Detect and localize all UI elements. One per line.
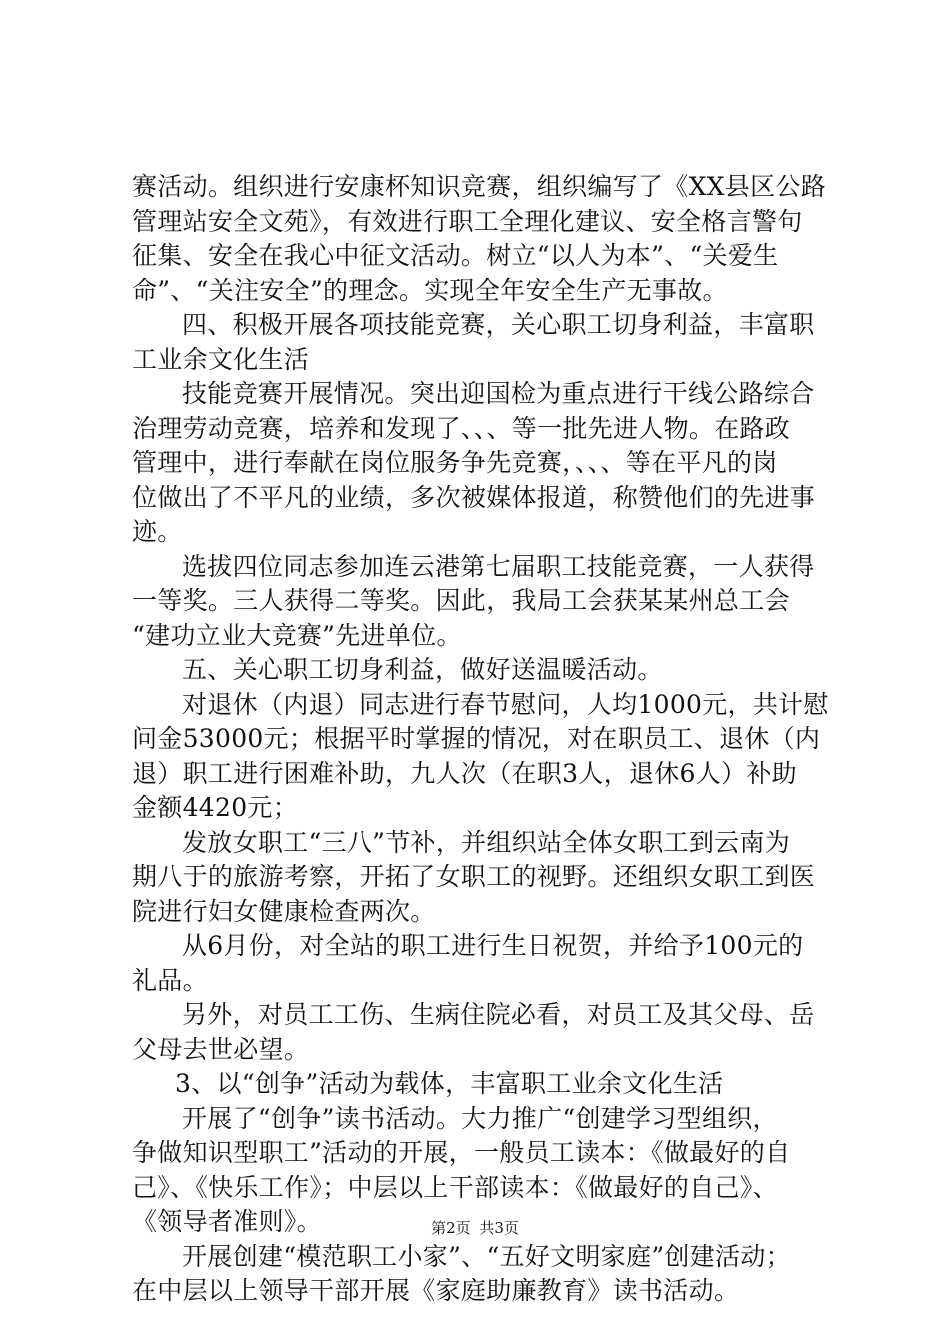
text-line: 命”、“关注安全”的理念。实现全年安全生产无事故。 [132,275,728,305]
text-line: 迹。 [132,517,183,546]
text-line: 征集、安全在我心中征文活动。树立“以人为本”、“关爱生 [132,241,779,270]
text-line: 一等奖。三人获得二等奖。因此，我局工会获某某州总工会 [132,586,790,615]
document-body [132,170,832,1309]
text-line: 院进行妇女健康检查两次。 [132,896,436,926]
text-line: 赛活动。组织进行安康杯知识竞赛，组织编写了《XX县区公路 [132,172,826,201]
section-heading: 3、以“创争”活动为载体，丰富职工业余文化生活 [175,1069,724,1098]
paragraph-start: 开展创建“模范职工小家”、“五好文明家庭”创建活动； [182,1241,791,1271]
paragraph-start: 发放女职工“三八”节补，并组织站全体女职工到云南为 [182,827,791,857]
section-heading: 四、积极开展各项技能竞赛，关心职工切身利益，丰富职 [182,310,815,339]
text-line: 治理劳动竞赛，培养和发现了、、、等一批先进人物。在路政 [132,413,791,443]
paragraph-start: 对退休（内退）同志进行春节慰问，人均1000元，共计慰 [182,689,829,719]
text-line: 问金53000元；根据平时掌握的情况，对在职员工、退休（内 [132,724,821,753]
paragraph-start: 另外，对员工工伤、生病住院必看，对员工及其父母、岳 [182,1000,815,1029]
page-footer [0,1218,950,1238]
text-line: 争做知识型职工”活动的开展，一般员工读本：《做最好的自 [132,1138,791,1167]
text-line: 在中层以上领导干部开展《家庭助廉教育》读书活动。 [132,1276,740,1305]
text-line: 管理中，进行奉献在岗位服务争先竞赛，、、、等在平凡的岗 [132,448,778,477]
text-line: 金额4420元； [132,793,299,822]
section-heading: 五、关心职工切身利益，做好送温暖活动。 [182,655,663,684]
text-line: 期八于的旅游考察，开拓了女职工的视野。还组织女职工到医 [132,862,816,891]
page-total: 共3页 [479,1219,519,1237]
text-line: 管理站安全文苑》，有效进行职工全理化建议、安全格言警句 [132,206,803,236]
text-line: 位做出了不平凡的业绩，多次被媒体报道，称赞他们的先进事 [132,482,816,512]
paragraph-start: 从6月份，对全站的职工进行生日祝贺，并给予100元的 [182,931,804,960]
paragraph-start: 开展了“创争”读书活动。大力推广“创建学习型组织， [182,1103,778,1133]
text-line: 礼品。 [132,965,208,995]
text-line: 工业余文化生活 [132,344,310,374]
text-line: 退）职工进行困难补助，九人次（在职3人，退休6人）补助 [132,758,797,788]
paragraph-start: 选拔四位同志参加连云港第七届职工技能竞赛，一人获得 [182,551,815,581]
text-line: 《领导者准则》。 [132,1207,322,1236]
page-number: 第2页 [431,1219,471,1237]
text-line: 己》、《快乐工作》；中层以上干部读本：《做最好的自己》、 [132,1172,778,1202]
text-line: 父母去世必望。 [132,1034,310,1064]
paragraph-start: 技能竞赛开展情况。突出迎国检为重点进行干线公路综合 [182,379,815,408]
text-line: “建功立业大竞赛”先进单位。 [132,620,462,650]
